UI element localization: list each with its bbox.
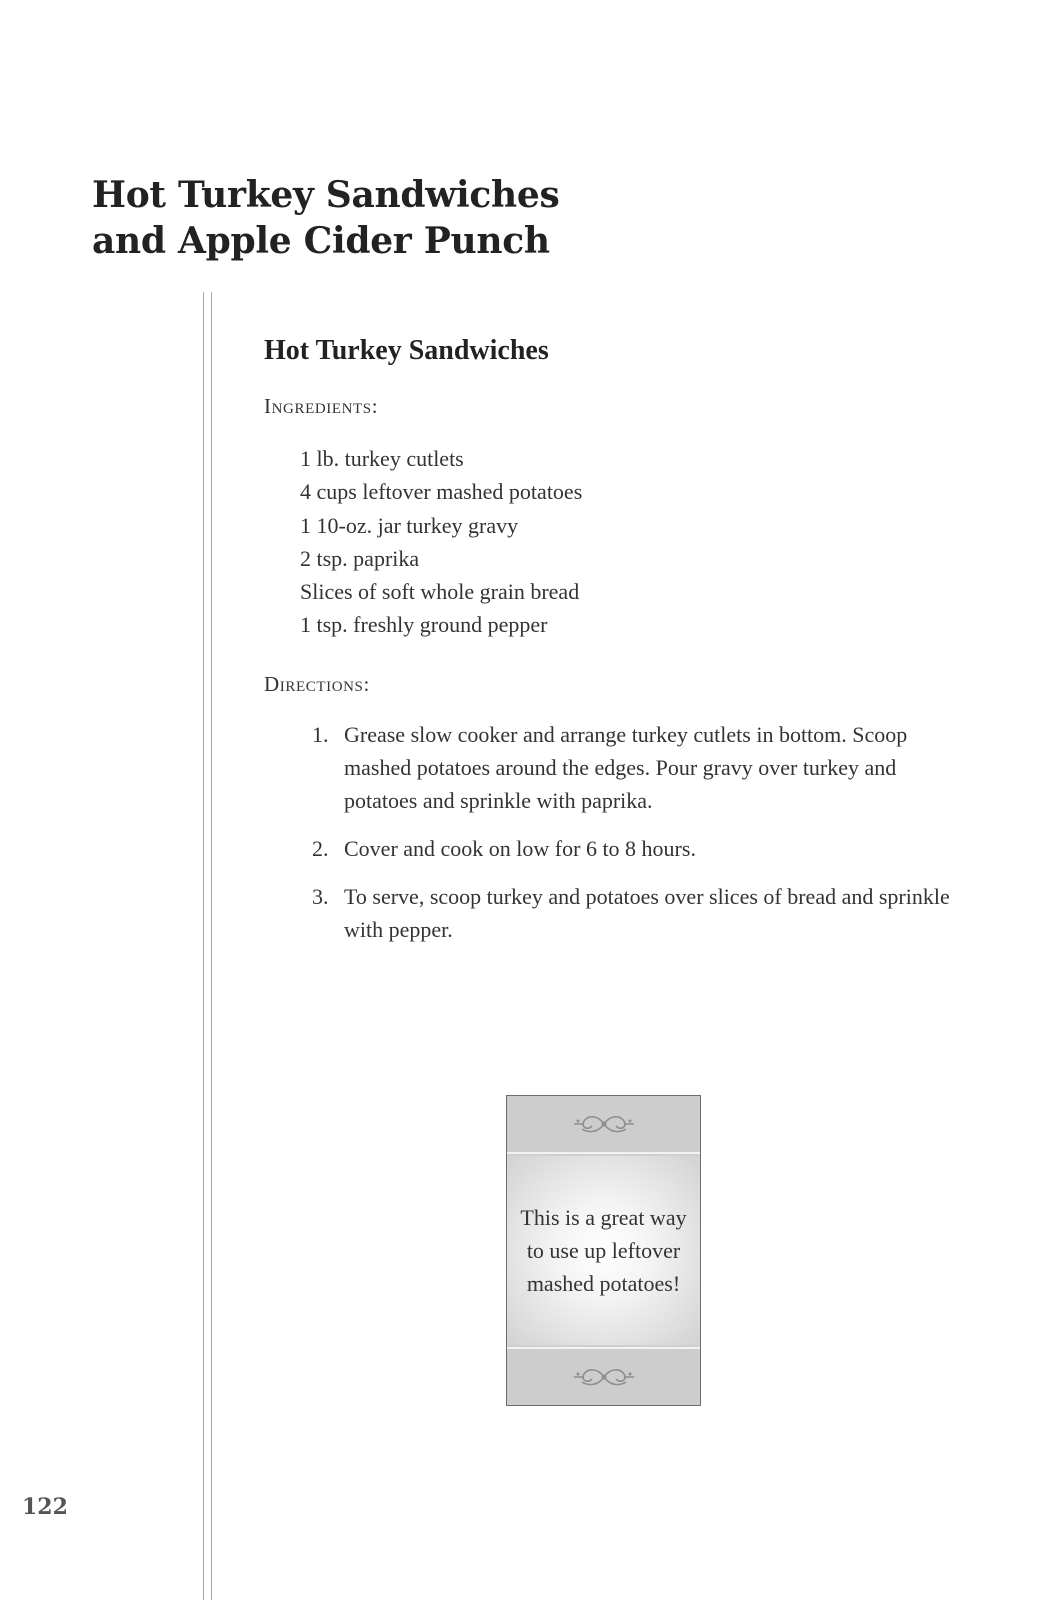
- vertical-rule-left: [203, 292, 204, 1600]
- step-text: Cover and cook on low for 6 to 8 hours.: [344, 836, 696, 861]
- ingredient-item: 4 cups leftover mashed potatoes: [300, 479, 583, 505]
- floral-ornament-icon: [570, 1364, 638, 1390]
- step-number: 2.: [312, 836, 329, 861]
- floral-ornament-icon: [570, 1111, 638, 1137]
- ingredient-item: 1 tsp. freshly ground pepper: [300, 612, 548, 638]
- tip-box-bottom-band: [507, 1347, 700, 1405]
- tip-box-body: [507, 1156, 700, 1345]
- ingredients-label: Ingredients:: [264, 394, 379, 418]
- tip-box: [506, 1095, 701, 1406]
- directions-label: Directions:: [264, 672, 370, 696]
- ingredients-list: [300, 442, 582, 642]
- page-title-line-1: Hot Turkey Sandwiches: [92, 174, 560, 216]
- step-text: Grease slow cooker and arrange turkey cutlets in bottom. Scoop mashed potatoes around the edges. Pour gravy over turkey and potatoes and sprinkle with paprika.: [344, 722, 908, 813]
- step-number: 1.: [312, 722, 329, 747]
- direction-step: [312, 832, 952, 865]
- tip-box-top-band: [507, 1096, 700, 1154]
- page-number: 122: [22, 1494, 68, 1520]
- ingredient-item: 2 tsp. paprika: [300, 545, 420, 571]
- recipe-title: Hot Turkey Sandwiches: [264, 335, 549, 366]
- ingredient-item: Slices of soft whole grain bread: [300, 579, 580, 605]
- step-text: To serve, scoop turkey and potatoes over slices of bread and sprinkle with pepper.: [344, 884, 950, 942]
- step-number: 3.: [312, 884, 329, 909]
- ingredient-item: 1 lb. turkey cutlets: [300, 446, 464, 471]
- direction-step: [312, 880, 952, 946]
- direction-step: [312, 718, 952, 817]
- ingredient-item: 1 10-oz. jar turkey gravy: [300, 512, 519, 538]
- tip-text: This is a great way to use up leftover mashed potatoes!: [520, 1205, 687, 1296]
- page-title-line-2: and Apple Cider Punch: [92, 220, 550, 262]
- directions-list: [312, 718, 952, 961]
- page-title: [92, 172, 559, 264]
- vertical-rule-right: [211, 292, 212, 1600]
